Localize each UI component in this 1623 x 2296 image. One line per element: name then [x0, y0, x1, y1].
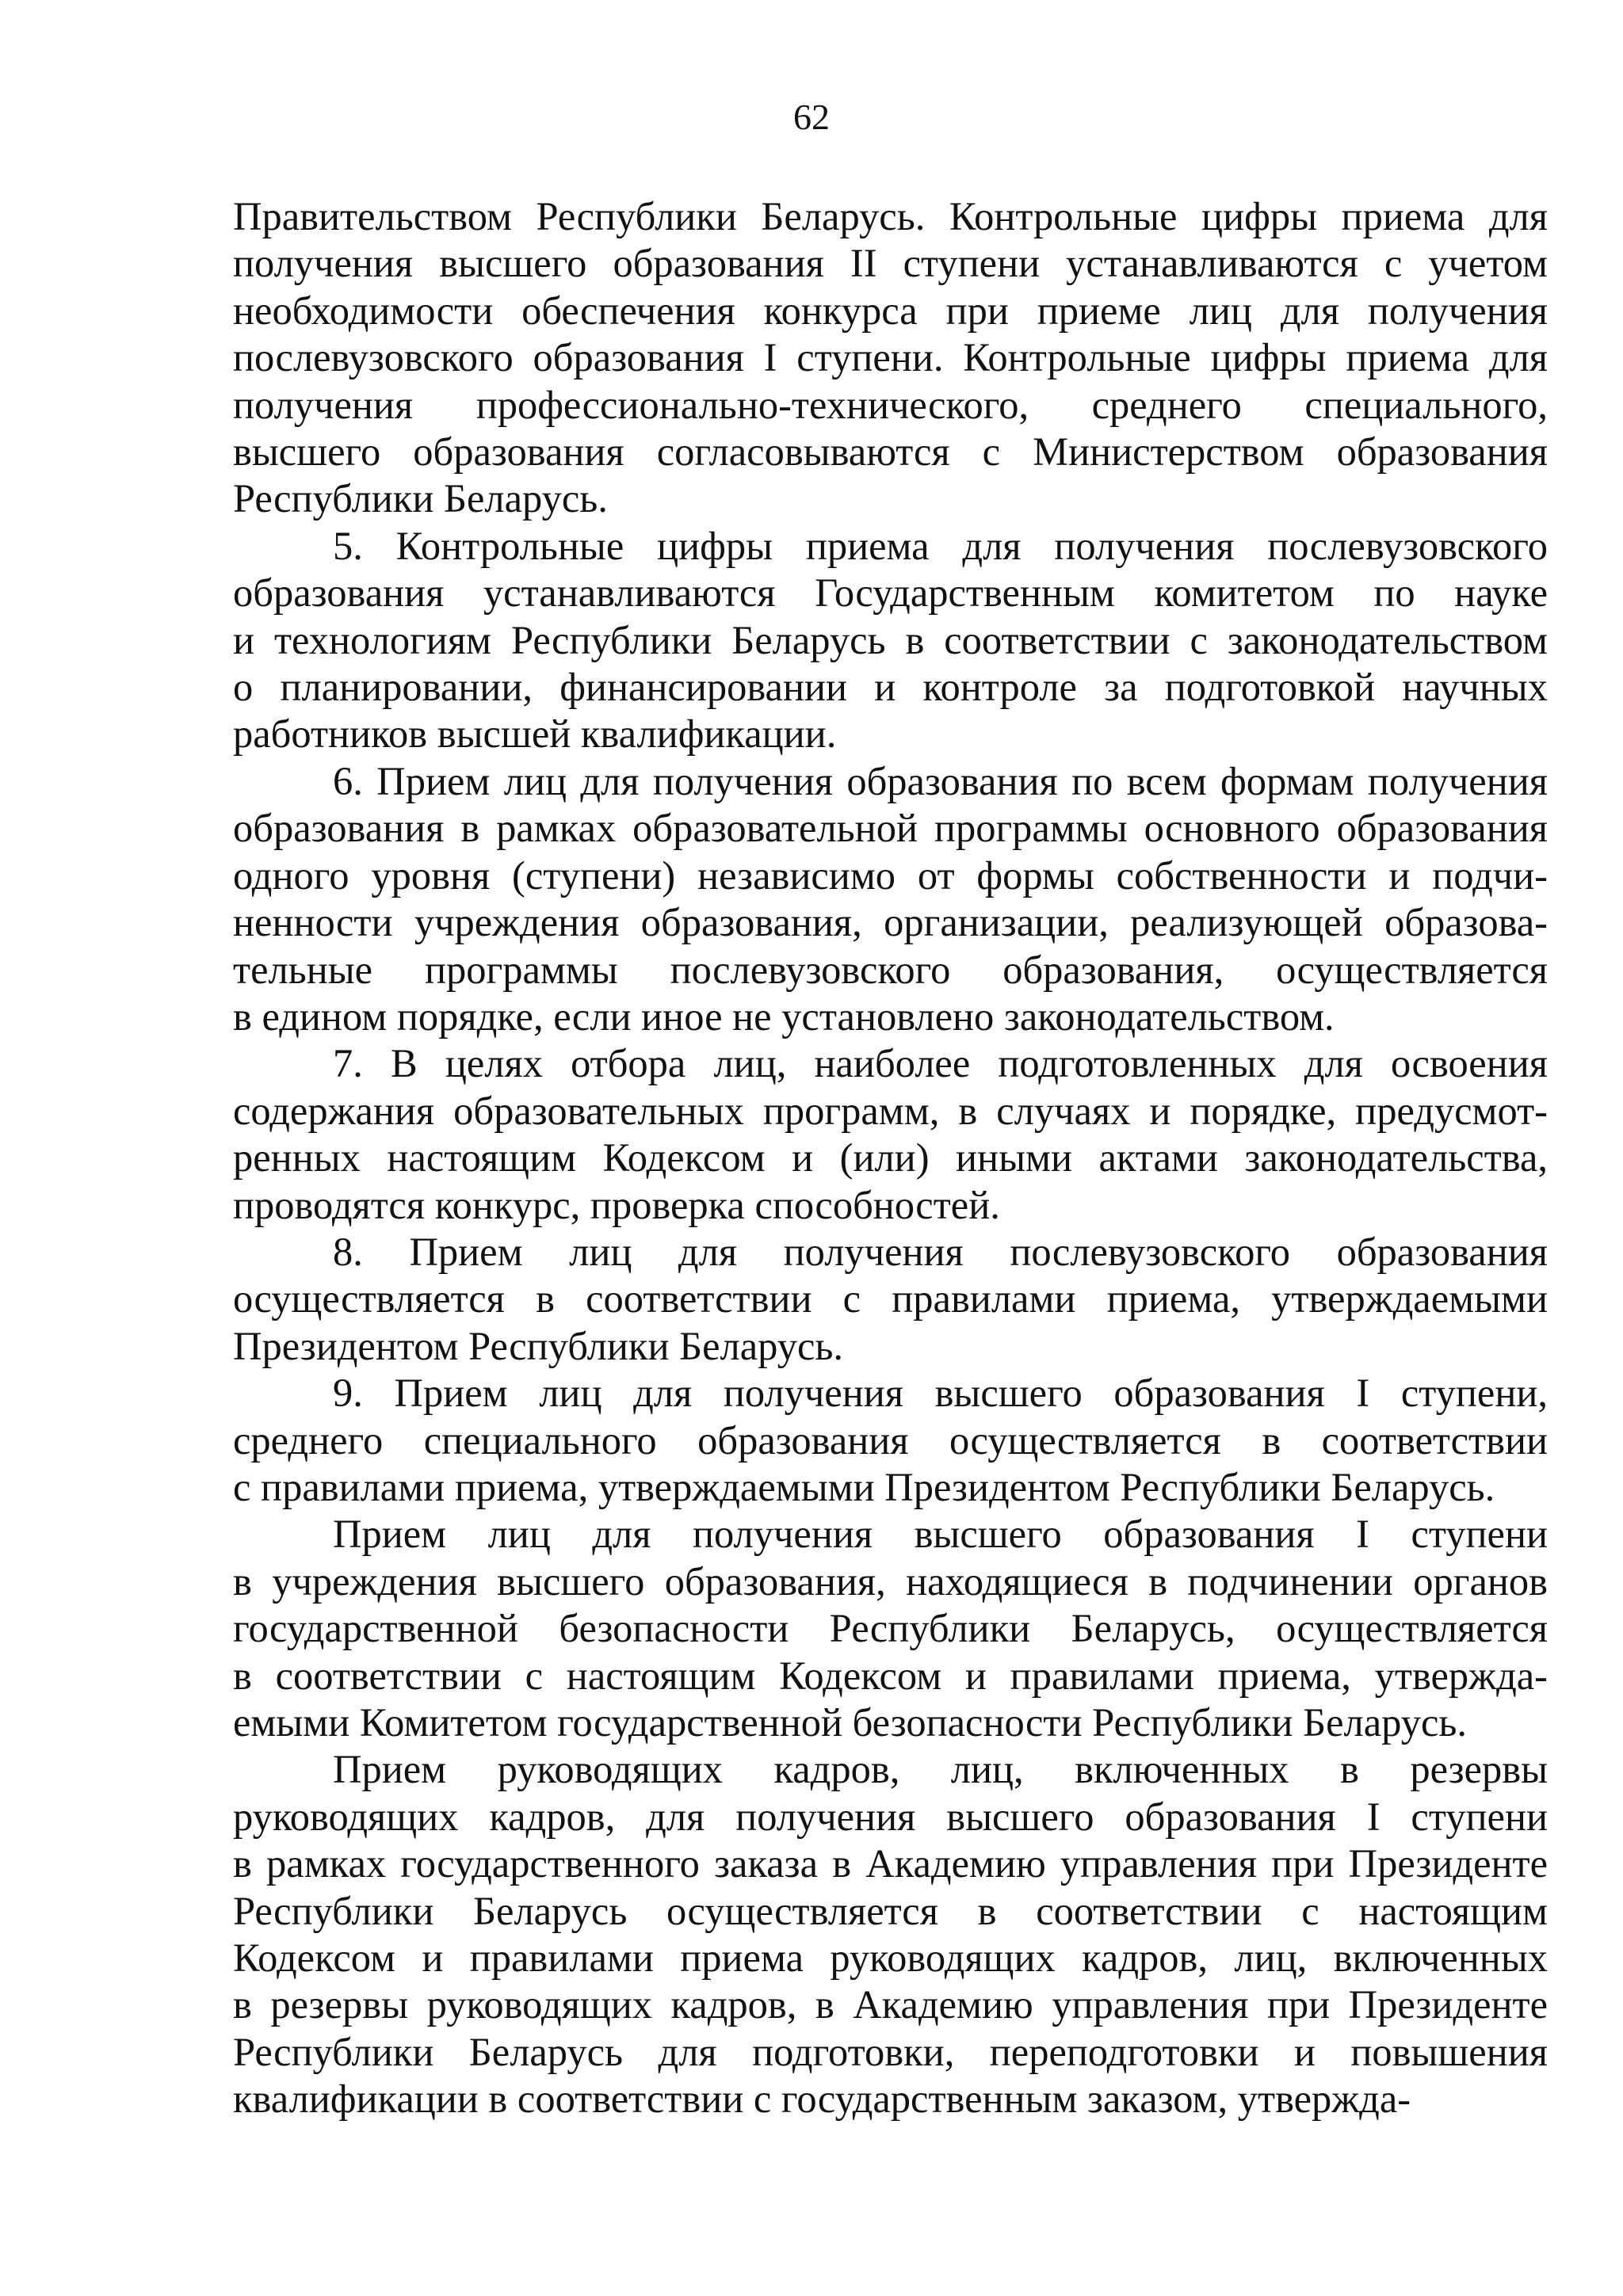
text-line: о планировании, финансировании и контроле за подготовкой научных [233, 665, 1548, 710]
text-line: Прием руководящих кадров, лиц, включенных в резервы [333, 1747, 1548, 1792]
text-line: емыми Комитетом государственной безопасности Республики Беларусь. [233, 1700, 1468, 1745]
text-line: необходимости обеспечения конкурса при приеме лиц для получения [233, 288, 1548, 333]
text-line: содержания образовательных программ, в случаях и порядке, предусмот- [233, 1088, 1548, 1133]
text-line: Республики Беларусь. [233, 476, 608, 521]
text-line: проводятся конкурс, проверка способностей. [233, 1182, 1000, 1227]
text-line: образования устанавливаются Государственным комитетом по науке [233, 570, 1548, 616]
text-line: ренных настоящим Кодексом и (или) иными актами законодательства, [233, 1135, 1548, 1180]
text-line: 8. Прием лиц для получения послевузовского образования [333, 1229, 1548, 1274]
document-body [233, 193, 1548, 2123]
text-line: Республики Беларусь осуществляется в соответствии с настоящим [233, 1888, 1548, 1933]
text-line: в соответствии с настоящим Кодексом и правилами приема, утвержда- [233, 1653, 1548, 1698]
text-line: государственной безопасности Республики Беларусь, осуществляется [233, 1606, 1548, 1651]
text-line: Республики Беларусь для подготовки, переподготовки и повышения [233, 2029, 1548, 2074]
text-line: работников высшей квалификации. [233, 711, 837, 757]
text-line: в учреждения высшего образования, находящиеся в подчинении органов [233, 1558, 1548, 1604]
text-line: в резервы руководящих кадров, в Академию управления при Президенте [233, 1982, 1548, 2027]
text-line: в едином порядке, если иное не установлено законодательством. [233, 994, 1335, 1039]
page-number: 62 [793, 97, 830, 137]
text-line: Президентом Республики Беларусь. [233, 1323, 844, 1368]
text-line: среднего специального образования осуществляется в соответствии [233, 1417, 1548, 1463]
text-line: получения высшего образования II ступени устанавливаются с учетом [233, 241, 1548, 286]
text-line: Правительством Республики Беларусь. Контрольные цифры приема для [233, 194, 1548, 238]
text-line: 9. Прием лиц для получения высшего образования I ступени, [333, 1371, 1548, 1416]
text-line: 6. Прием лиц для получения образования по всем формам получения [333, 758, 1548, 803]
text-line: 7. В целях отбора лиц, наиболее подготовленных для освоения [333, 1041, 1548, 1086]
text-line: одного уровня (ступени) независимо от формы собственности и подчи- [233, 852, 1548, 898]
text-line: осуществляется в соответствии с правилами приема, утверждаемыми [233, 1276, 1548, 1322]
text-line: образования в рамках образовательной программы основного образования [233, 806, 1548, 851]
text-line: квалификации в соответствии с государственным заказом, утвержда- [233, 2077, 1411, 2122]
text-line: с правилами приема, утверждаемыми Президентом Республики Беларусь. [233, 1464, 1495, 1509]
text-line: высшего образования согласовываются с Министерством образования [233, 429, 1548, 475]
text-line: ненности учреждения образования, организации, реализующей образова- [233, 900, 1548, 945]
text-line: руководящих кадров, для получения высшего образования I ступени [233, 1794, 1548, 1839]
text-line: 5. Контрольные цифры приема для получения послевузовского [333, 523, 1548, 568]
text-line: тельные программы послевузовского образования, осуществляется [233, 947, 1548, 992]
text-line: в рамках государственного заказа в Академию управления при Президенте [233, 1841, 1548, 1886]
text-line: послевузовского образования I ступени. Контрольные цифры приема для [233, 335, 1548, 380]
text-line: Прием лиц для получения высшего образования I ступени [333, 1512, 1548, 1557]
text-line: и технологиям Республики Беларусь в соответствии с законодательством [233, 617, 1548, 662]
text-line: получения профессионально-технического, среднего специального, [233, 382, 1548, 427]
text-line: Кодексом и правилами приема руководящих кадров, лиц, включенных [233, 1936, 1548, 1981]
